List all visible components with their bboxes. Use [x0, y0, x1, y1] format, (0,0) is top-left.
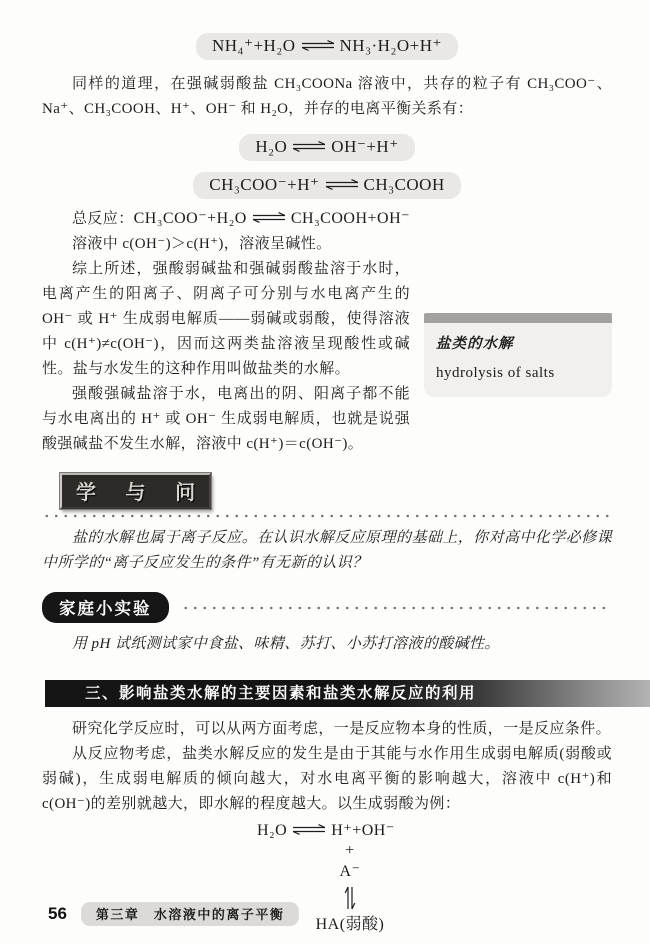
- dotted-divider: [42, 514, 612, 518]
- equilibrium-arrow-icon: [291, 140, 327, 153]
- home-experiment-body: 用 pH 试纸测试家中食盐、味精、苏打、小苏打溶液的酸碱性。: [72, 636, 500, 652]
- footer: [48, 902, 299, 926]
- section-three-title-bar: [45, 680, 650, 707]
- dotted-divider: [181, 606, 613, 610]
- paragraph-section3-intro: 研究化学反应时，可以从两方面考虑，一是反应物本身的性质，一是反应条件。: [72, 721, 612, 737]
- vocab-box-title: 盐类的水解: [436, 336, 514, 352]
- line-alkaline-note: 溶液中 c(OH⁻)＞c(H⁺)，溶液呈碱性。: [72, 236, 332, 252]
- home-experiment-badge: 家庭小实验: [42, 592, 169, 623]
- equation-highlight: [239, 134, 414, 161]
- equation-highlight: [196, 33, 458, 60]
- equilibrium-arrow-icon: [324, 178, 360, 191]
- equilibrium-arrow-icon: [300, 39, 336, 52]
- section-three-title: 三、影响盐类水解的主要因素和盐类水解反应的利用: [85, 685, 477, 702]
- stack-weak-acid-product: HA(弱酸): [315, 916, 385, 933]
- vertical-equilibrium-arrow-icon: [343, 885, 357, 911]
- learn-ask-badge: 学 与 问: [60, 473, 211, 509]
- equation-row-acetate: [42, 172, 612, 199]
- total-reaction-label: 总反应：: [72, 211, 134, 227]
- equation-total-reaction: CH₃COO⁻+H₂O CH₃COOH+OH⁻: [133, 210, 411, 227]
- learn-ask-body: 盐的水解也属于离子反应。在认识水解反应原理的基础上，你对高中化学必修课中所学的“离子反应发生的条件”有无新的认识？: [42, 530, 612, 571]
- stack-anion: A⁻: [339, 863, 361, 880]
- equilibrium-arrow-icon: [291, 823, 327, 836]
- paragraph-summary: 盐类的水解 hydrolysis of salts 综上所述，强酸弱碱盐和强碱弱酸盐溶于水时，电离产生的阳离子、阴离子可分别与水电离产生的 OH⁻ 或 H⁺ 生成弱电解质——弱碱或弱酸，使得溶液中 c(H⁺)≠c(OH⁻)，因而这两类盐溶液呈现酸性或碱性。盐与水发生的这种作用叫做盐类的水解。: [42, 257, 612, 382]
- stack-plus-sign: +: [345, 842, 355, 859]
- vocab-box-hydrolysis: [424, 313, 612, 397]
- home-experiment-section: [42, 592, 612, 657]
- chapter-title-pill: 第三章 水溶液中的离子平衡: [81, 902, 300, 926]
- learn-ask-section: [42, 473, 612, 576]
- equation-ammonium-hydrolysis: NH₄⁺+H₂O NH₃·H₂O+H⁺: [212, 36, 442, 55]
- paragraph-section3-body: 从反应物考虑，盐类水解反应的发生是由于其能与水作用生成弱电解质(弱酸或弱碱)，生成弱电解质的倾向越大，对水电离平衡的影响越大，溶液中 c(H⁺)和 c(OH⁻)的差别就越大，即水解的程度越大。以生成弱酸为例：: [42, 746, 612, 812]
- equation-row-ammonium: [42, 33, 612, 60]
- paragraph-acetate-intro: 同样的道理，在强碱弱酸盐 CH₃COONa 溶液中，共存的粒子有 CH₃COO⁻、Na⁺、CH₃COOH、H⁺、OH⁻ 和 H₂O，并存的电离平衡关系有：: [42, 76, 612, 117]
- paragraph-strong-strong-salt: 强酸强碱盐溶于水，电离出的阴、阳离子都不能与水电离出的 H⁺ 或 OH⁻ 生成弱电解质，也就是说强酸强碱盐不发生水解，溶液中 c(H⁺)＝c(OH⁻)。: [42, 386, 410, 452]
- page-number: 56: [48, 904, 67, 923]
- equation-highlight: [193, 172, 460, 199]
- vocab-box-subtitle: hydrolysis of salts: [436, 365, 555, 381]
- equation-acetate-proton: CH₃COO⁻+H⁺ CH₃COOH: [209, 175, 445, 194]
- equilibrium-arrow-icon: [251, 211, 287, 224]
- vocab-box-top-bar: [424, 313, 612, 323]
- equation-water-ionization: H₂O OH⁻+H⁺: [255, 137, 399, 156]
- equation-water-ionization-2: H₂O H⁺+OH⁻: [257, 822, 395, 839]
- equation-row-water: [42, 134, 612, 161]
- line-total-reaction: [42, 206, 612, 232]
